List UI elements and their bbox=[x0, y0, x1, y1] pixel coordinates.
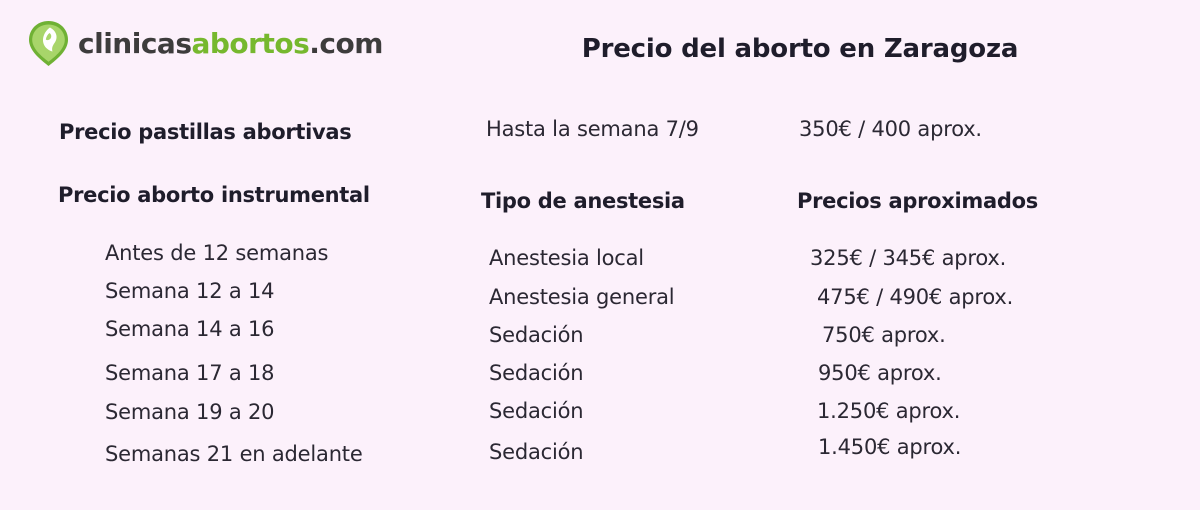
logo bbox=[28, 20, 383, 67]
anesthesia-label: Sedación bbox=[489, 399, 584, 423]
anesthesia-label: Sedación bbox=[489, 440, 584, 464]
pills-price-value: 350€ / 400 aprox. bbox=[799, 117, 982, 141]
week-label: Semanas 21 en adelante bbox=[105, 442, 363, 466]
pills-section-header: Precio pastillas abortivas bbox=[59, 120, 352, 144]
anesthesia-label: Sedación bbox=[489, 323, 584, 347]
week-label: Semana 12 a 14 bbox=[105, 279, 275, 303]
instrumental-section-header: Precio aborto instrumental bbox=[58, 183, 370, 207]
week-label: Semana 14 a 16 bbox=[105, 317, 275, 341]
week-label: Semana 19 a 20 bbox=[105, 400, 275, 424]
map-pin-leaf-icon bbox=[28, 20, 69, 67]
anesthesia-column-header: Tipo de anestesia bbox=[481, 189, 685, 213]
page-title: Precio del aborto en Zaragoza bbox=[581, 34, 1019, 64]
price-value: 325€ / 345€ aprox. bbox=[810, 246, 1007, 270]
pills-week-label: Hasta la semana 7/9 bbox=[486, 117, 699, 141]
prices-column-header: Precios aproximados bbox=[797, 189, 1038, 213]
logo-text-com: .com bbox=[309, 27, 383, 60]
week-label: Antes de 12 semanas bbox=[105, 241, 329, 265]
price-value: 950€ aprox. bbox=[818, 361, 942, 385]
price-value: 475€ / 490€ aprox. bbox=[817, 285, 1014, 309]
logo-text bbox=[78, 27, 383, 60]
logo-text-abortos: abortos bbox=[191, 27, 310, 60]
anesthesia-label: Anestesia general bbox=[489, 285, 675, 309]
price-value: 1.450€ aprox. bbox=[818, 435, 962, 459]
price-value: 1.250€ aprox. bbox=[817, 399, 961, 423]
logo-text-clinicas: clinicas bbox=[78, 27, 192, 60]
week-label: Semana 17 a 18 bbox=[105, 361, 275, 385]
anesthesia-label: Sedación bbox=[489, 361, 584, 385]
price-value: 750€ aprox. bbox=[822, 323, 946, 347]
anesthesia-label: Anestesia local bbox=[489, 246, 644, 270]
